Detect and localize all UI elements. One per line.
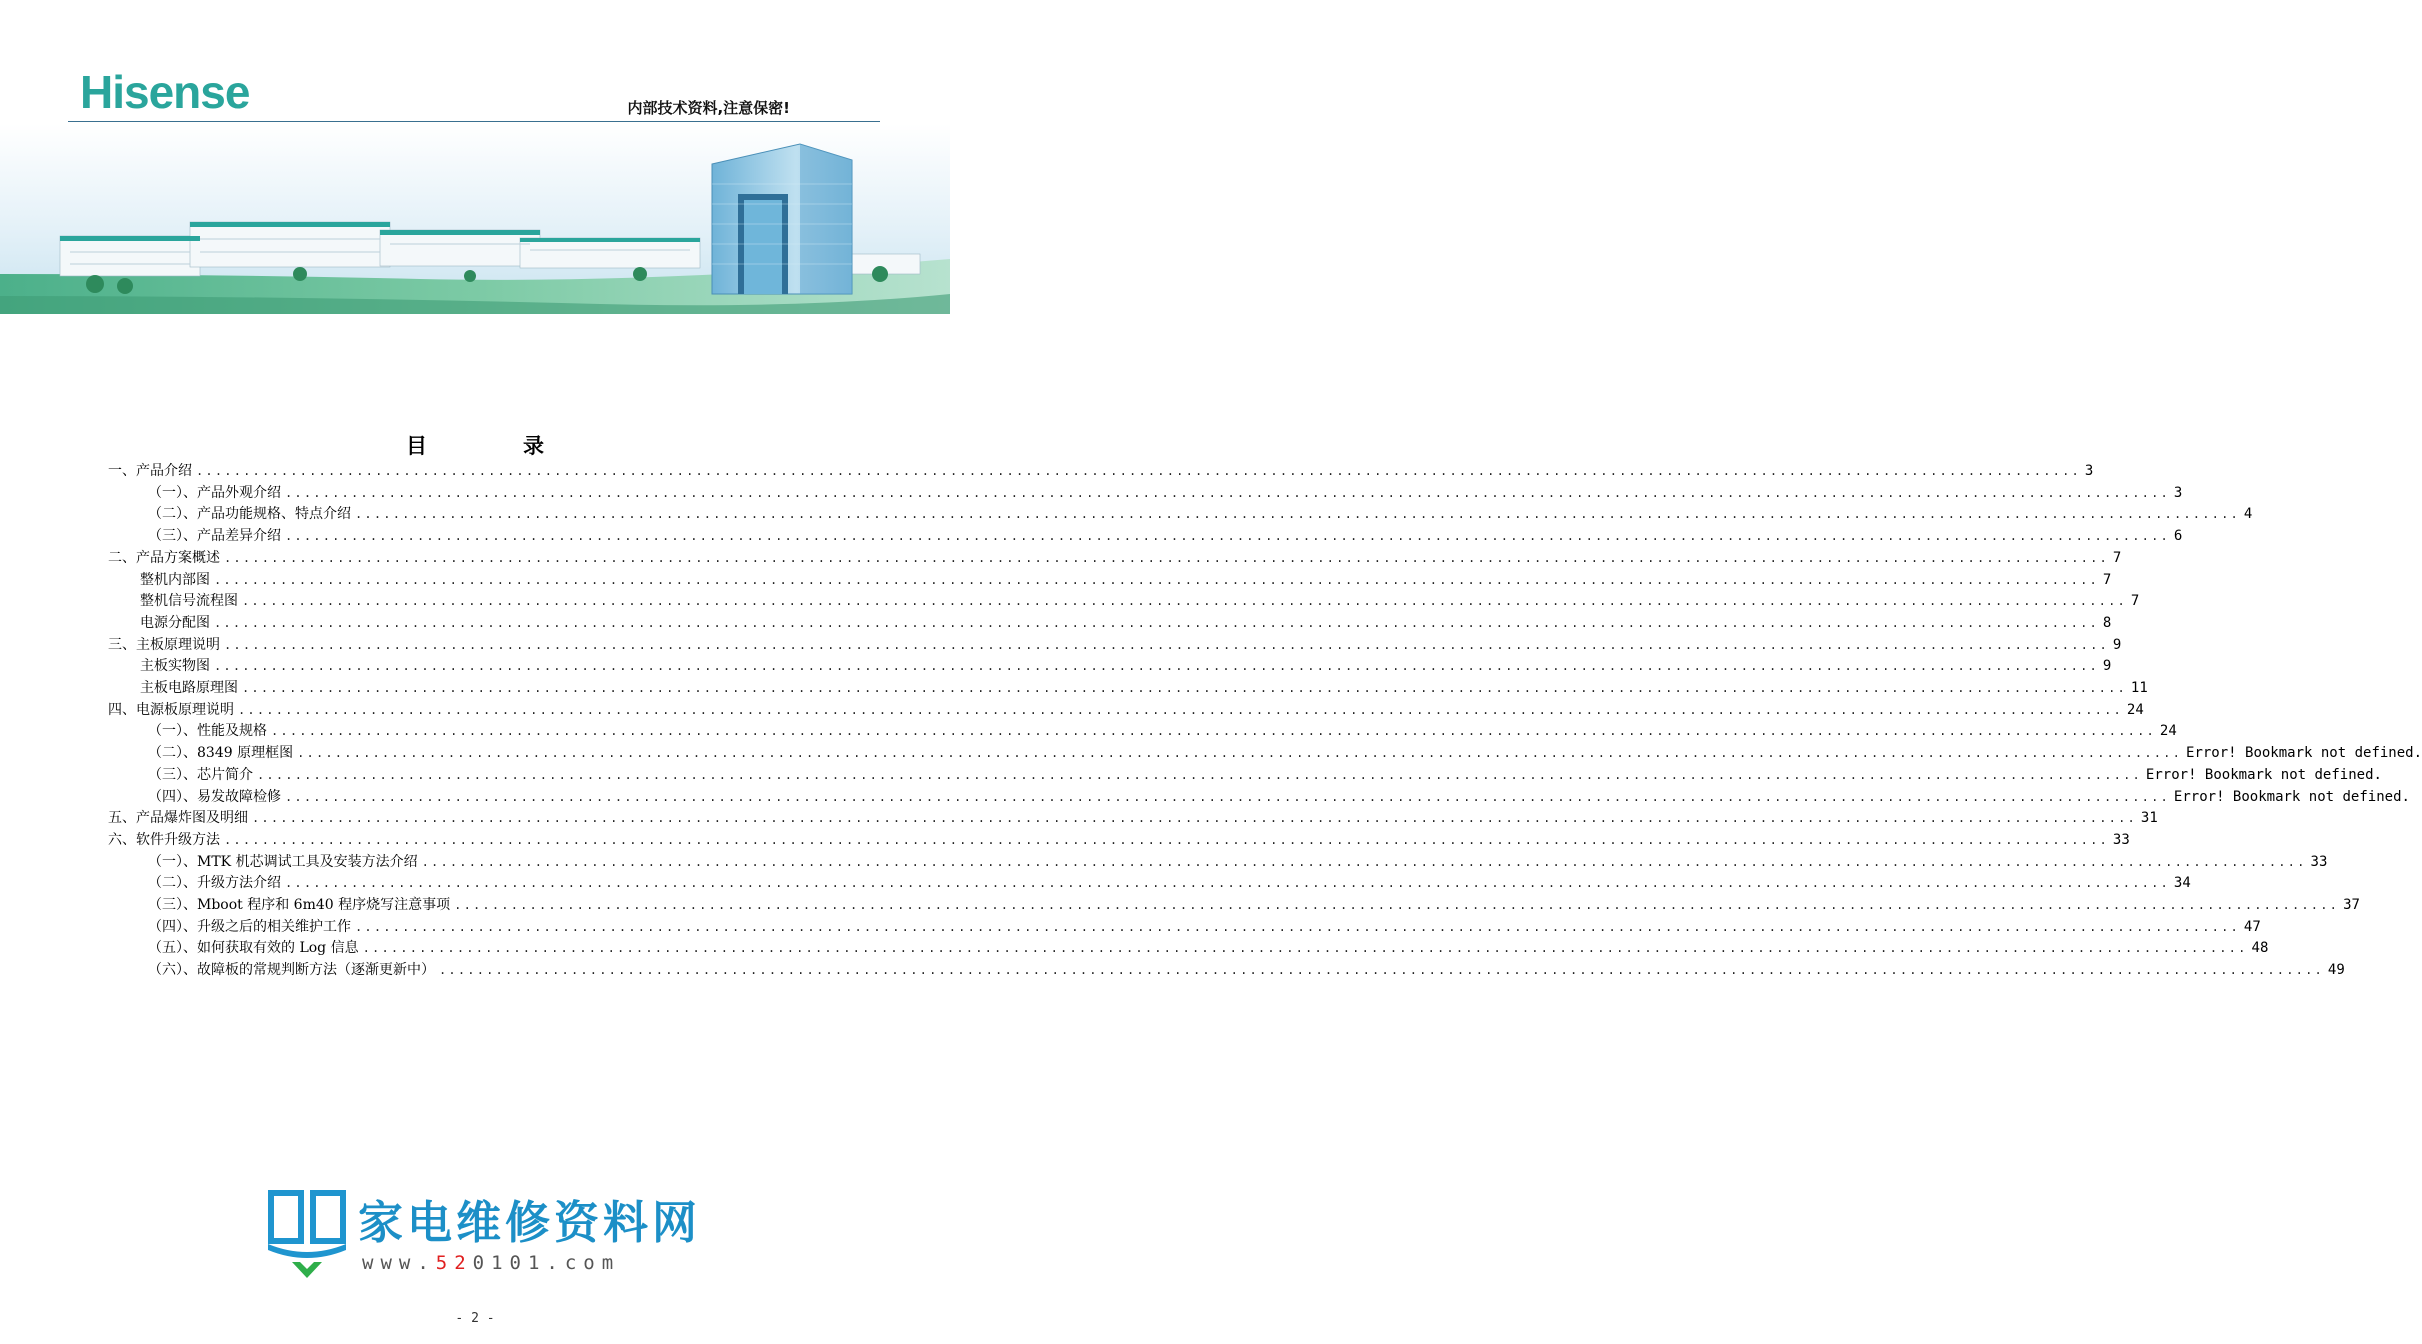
site-url-prefix: www. [362, 1252, 436, 1274]
toc-entry[interactable] [148, 916, 2261, 938]
toc-entry-label: （二）、产品功能规格、特点介绍 [148, 506, 351, 522]
toc-entry-page: 11 [2130, 680, 2148, 696]
toc-entry-label: 电源分配图 [140, 615, 210, 631]
toc-entry[interactable] [140, 677, 2148, 699]
site-url-rest: 0101.com [472, 1252, 621, 1274]
toc-entry-page: Error! Bookmark not defined. [2173, 789, 2410, 805]
toc-entry-label: （四）、易发故障检修 [148, 789, 281, 805]
toc-entry-label: 整机信号流程图 [140, 593, 238, 609]
confidential-notice: 内部技术资料,注意保密! [627, 99, 790, 117]
toc-leader-dots: ........................................................................................................................................................................................................ [214, 659, 2099, 673]
toc-leader-dots: ........................................................................................................................................................................................................ [242, 594, 2127, 608]
header-rule [68, 121, 880, 122]
toc-entry[interactable] [148, 764, 2382, 786]
toc-leader-dots: ........................................................................................................................................................................................................ [271, 724, 2156, 738]
toc-entry-label: （一）、MTK 机芯调试工具及安装方法介绍 [148, 854, 418, 870]
toc-entry-page: 7 [2130, 593, 2140, 609]
toc-entry[interactable] [148, 786, 2410, 808]
toc-entry-page: 33 [2310, 854, 2328, 870]
toc-entry-label: 五、产品爆炸图及明细 [108, 810, 248, 826]
toc-leader-dots: ........................................................................................................................................................................................................ [454, 898, 2340, 912]
toc-entry[interactable] [148, 937, 2269, 959]
toc-entry-page: 34 [2173, 875, 2191, 891]
toc-entry[interactable] [148, 482, 2183, 504]
toc-leader-dots: ........................................................................................................................................................................................................ [214, 573, 2099, 587]
toc-entry[interactable] [108, 547, 2122, 569]
toc-leader-dots: ........................................................................................................................................................................................................ [285, 529, 2170, 543]
toc-entry-page: 9 [2102, 658, 2112, 674]
toc-entry-label: 主板实物图 [140, 658, 210, 674]
toc-leader-dots: ........................................................................................................................................................................................................ [362, 941, 2248, 955]
toc-entry-label: （四）、升级之后的相关维护工作 [148, 919, 351, 935]
toc-leader-dots: ........................................................................................................................................................................................................ [285, 486, 2170, 500]
toc-leader-dots: ........................................................................................................................................................................................................ [242, 681, 2127, 695]
toc-entry[interactable] [148, 742, 2422, 764]
toc-entry[interactable] [148, 959, 2345, 981]
toc-entry-label: （五）、如何获取有效的 Log 信息 [148, 940, 359, 956]
toc-leader-dots: ........................................................................................................................................................................................................ [252, 811, 2137, 825]
toc-entry-page: 31 [2140, 810, 2158, 826]
toc-entry-label: 一、产品介绍 [108, 463, 192, 479]
toc-entry-page: 37 [2343, 897, 2360, 913]
hisense-logo [80, 68, 312, 118]
toc-entry[interactable] [108, 807, 2158, 829]
toc-entry[interactable] [108, 634, 2122, 656]
toc-entry-label: （二）、8349 原理框图 [148, 745, 294, 761]
toc-entry-label: （三）、芯片简介 [148, 767, 253, 783]
toc-entry-label: 主板电路原理图 [140, 680, 238, 696]
toc-leader-dots: ........................................................................................................................................................................................................ [238, 703, 2123, 717]
toc-entry[interactable] [108, 460, 2094, 482]
toc-entry-page: 8 [2102, 615, 2112, 631]
toc-entry-page: 9 [2112, 637, 2122, 653]
toc-entry-label: （三）、Mboot 程序和 6m40 程序烧写注意事项 [148, 897, 451, 913]
toc-entry[interactable] [148, 525, 2183, 547]
toc-entry[interactable] [140, 590, 2140, 612]
toc-entry-page: Error! Bookmark not defined. [2145, 767, 2382, 783]
toc-leader-dots: ........................................................................................................................................................................................................ [214, 616, 2099, 630]
toc-entry-label: （三）、产品差异介绍 [148, 528, 281, 544]
toc-entry[interactable] [148, 503, 2253, 525]
site-url-highlight: 52 [435, 1252, 473, 1274]
toc-entry-page: 33 [2112, 832, 2130, 848]
toc-leader-dots: ........................................................................................................................................................................................................ [224, 638, 2109, 652]
toc-entry-label: （一）、产品外观介绍 [148, 485, 281, 501]
toc-leader-dots: ........................................................................................................................................................................................................ [355, 920, 2240, 934]
toc-title [0, 430, 950, 460]
toc-entry[interactable] [140, 655, 2112, 677]
toc-entry-page: 7 [2112, 550, 2122, 566]
toc-entry-page: 48 [2251, 940, 2269, 956]
toc-title-left: 目 [406, 433, 427, 458]
site-name: 家电维修资料网 [358, 1196, 702, 1249]
site-url [362, 1252, 620, 1274]
header-banner-image [0, 124, 950, 314]
toc-leader-dots: ........................................................................................................................................................................................................ [355, 507, 2240, 521]
toc-entry[interactable] [148, 851, 2328, 873]
toc-entry-page: 3 [2173, 485, 2183, 501]
toc-entry-page: 7 [2102, 572, 2112, 588]
toc-entry-page: 3 [2084, 463, 2094, 479]
toc-entry-page: 49 [2327, 962, 2345, 978]
toc-entry-page: Error! Bookmark not defined. [2186, 745, 2422, 761]
toc-leader-dots: ........................................................................................................................................................................................................ [285, 790, 2170, 804]
toc-title-right: 录 [523, 433, 544, 458]
toc-entry[interactable] [140, 569, 2112, 591]
toc-entry-label: （二）、升级方法介绍 [148, 875, 281, 891]
toc-leader-dots: ........................................................................................................................................................................................................ [297, 746, 2183, 760]
toc-entry-page: 24 [2126, 702, 2144, 718]
toc-entry[interactable] [148, 720, 2177, 742]
hisense-logo-text: Hisense [80, 66, 250, 118]
toc-entry[interactable] [148, 894, 2360, 916]
toc-leader-dots: ........................................................................................................................................................................................................ [196, 464, 2081, 478]
toc-entry-page: 47 [2243, 919, 2261, 935]
toc-leader-dots: ........................................................................................................................................................................................................ [224, 551, 2109, 565]
toc-entry-label: 六、软件升级方法 [108, 832, 220, 848]
toc-entry-page: 4 [2243, 506, 2253, 522]
toc-entry[interactable] [140, 612, 2112, 634]
toc-entry[interactable] [148, 872, 2191, 894]
toc-entry-label: （六）、故障板的常规判断方法（逐渐更新中） [148, 962, 435, 978]
toc-leader-dots: ........................................................................................................................................................................................................ [285, 876, 2170, 890]
toc-entry-label: 四、电源板原理说明 [108, 702, 234, 718]
toc-entry-label: （一）、性能及规格 [148, 723, 267, 739]
toc-entry-page: 24 [2159, 723, 2177, 739]
toc-leader-dots: ........................................................................................................................................................................................................ [224, 833, 2109, 847]
toc-entry-label: 二、产品方案概述 [108, 550, 220, 566]
toc-leader-dots: ........................................................................................................................................................................................................ [421, 855, 2307, 869]
toc-leader-dots: ........................................................................................................................................................................................................ [439, 963, 2324, 977]
toc-entry[interactable] [108, 699, 2144, 721]
page-number: - 2 - [455, 1311, 495, 1326]
toc-entry-label: 三、主板原理说明 [108, 637, 220, 653]
toc-entry-label: 整机内部图 [140, 572, 210, 588]
toc-leader-dots: ........................................................................................................................................................................................................ [257, 768, 2142, 782]
toc-entry[interactable] [108, 829, 2130, 851]
toc-entry-page: 6 [2173, 528, 2183, 544]
